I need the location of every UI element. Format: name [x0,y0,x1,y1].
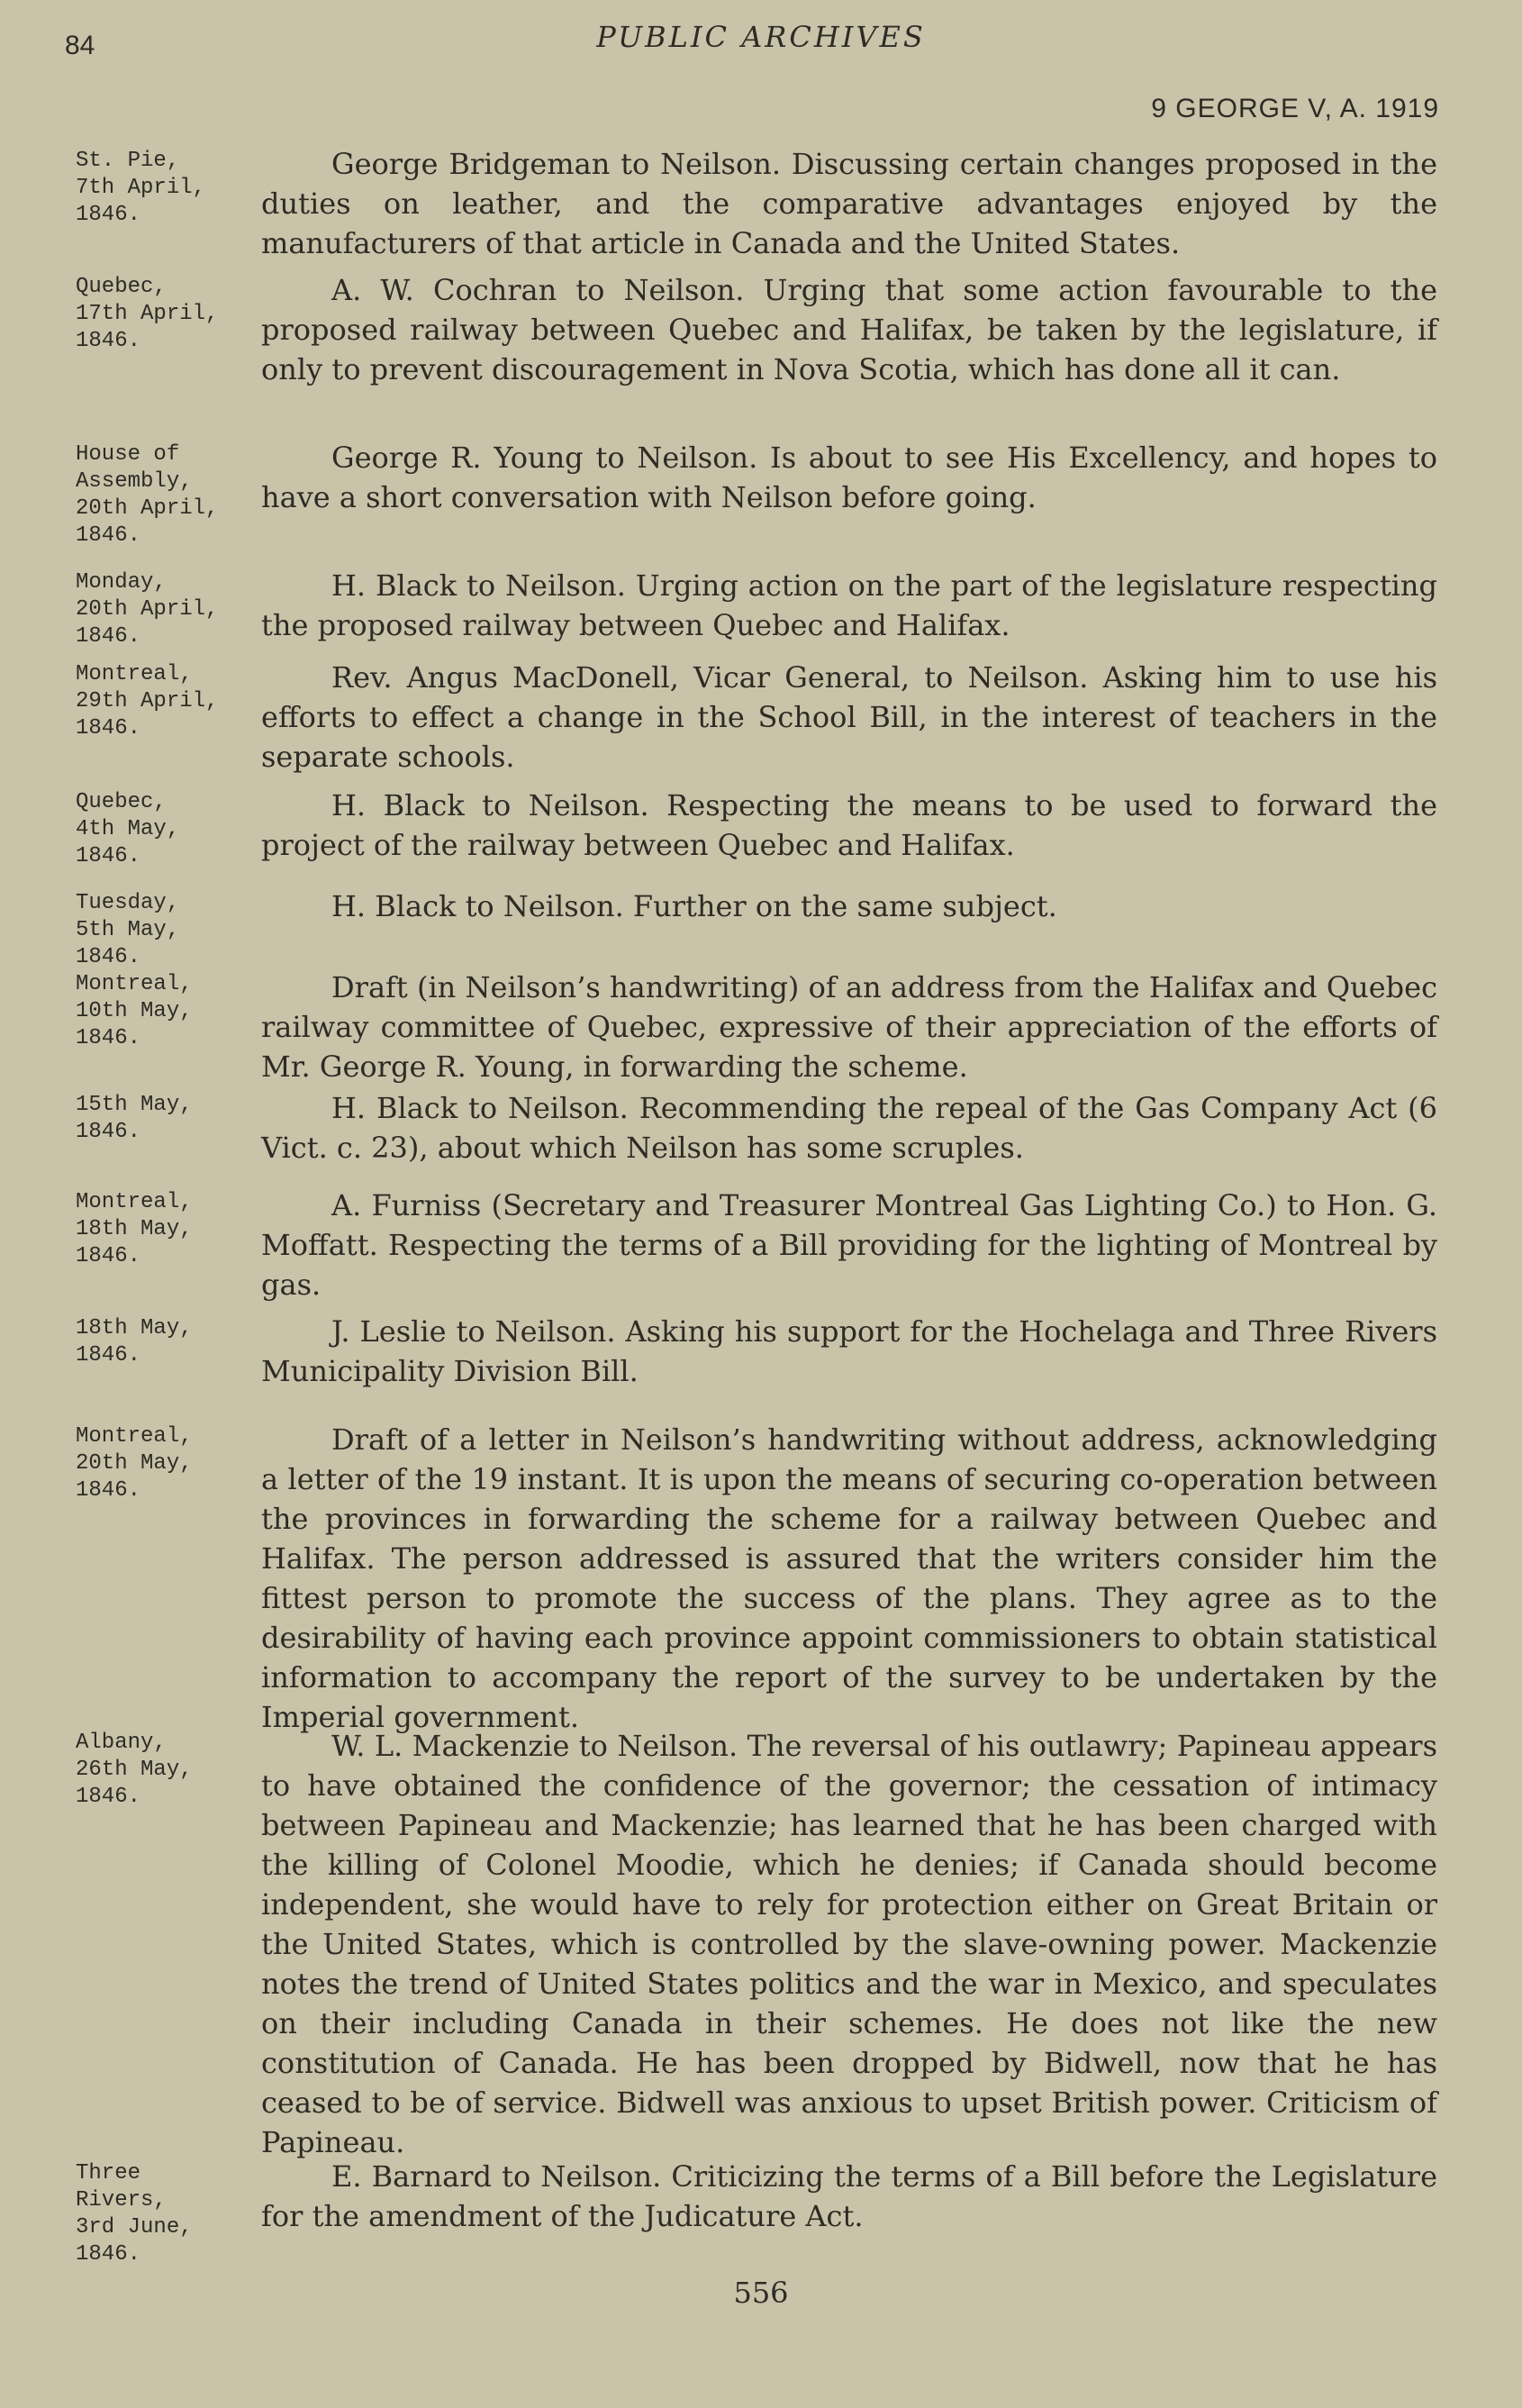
entry-place-date: Quebec, 17th April, 1846. [76,275,219,353]
entry-place-date: 15th May, 1846. [76,1093,193,1144]
entry-summary: George R. Young to Neilson. Is about to see His Excellency, and hopes to have a short conversation with Neilson before going. [261,441,1437,514]
entry-summary: H. Black to Neilson. Recommending the repeal of the Gas Company Act (6 Vict. c. 23), about which Neilson has some scruples. [261,1091,1437,1165]
entry-place-date: Tuesday, 5th May, 1846. [76,891,180,969]
entry-summary: A. Furniss (Secretary and Treasurer Montreal Gas Lighting Co.) to Hon. G. Moffatt. Respecting the terms of a Bill providing for the lighting of Montreal by gas. [261,1188,1437,1302]
entry-summary: Draft of a letter in Neilson’s handwriting without address, acknowledging a letter of the 19 instant. It is upon the means of securing co-operation between the provinces in forwarding the scheme for a railway between Quebec and Halifax. The person addressed is assured that the writers consider him the fittest person to promote the success of the plans. They agree as to the desirability of having each province appoint commissioners to obtain statistical information to accompany the report of the survey to be undertaken by the Imperial government. [261,1422,1437,1734]
entry-place-date: Albany, 26th May, 1846. [76,1731,193,1809]
folio-number: 556 [733,2276,789,2310]
entry-summary: E. Barnard to Neilson. Criticizing the terms of a Bill before the Legislature for the amendment of the Judicature Act. [261,2159,1437,2233]
entry-summary: Draft (in Neilson’s handwriting) of an address from the Halifax and Quebec railway committee of Quebec, expressive of their appreciation of the efforts of Mr. George R. Young, in forwarding the scheme. [261,970,1437,1084]
entry-summary: W. L. Mackenzie to Neilson. The reversal of his outlawry; Papineau appears to have obtained the confidence of the governor; the cessation of intimacy between Papineau and Mackenzie; has learned that he has been charged with the killing of Colonel Moodie, which he denies; if Canada should become independent, she would have to rely for protection either on Great Britain or the United States, which is controlled by the slave-owning power. Mackenzie notes the trend of United States politics and the war in Mexico, and speculates on their including Canada in their schemes. He does not like the new constitution of Canada. He has been dropped by Bidwell, now that he has ceased to be of service. Bidwell was anxious to upset British power. Criticism of Papineau. [261,1729,1437,2159]
session-year: 9 GEORGE V, A. 1919 [1151,94,1439,123]
entry-summary: J. Leslie to Neilson. Asking his support for the Hochelaga and Three Rivers Municipality Division Bill. [261,1314,1437,1388]
running-title: PUBLIC ARCHIVES [596,20,926,54]
entry-place-date: Montreal, 29th April, 1846. [76,662,219,741]
entry-summary: George Bridgeman to Neilson. Discussing certain changes proposed in the duties on leather, and the comparative advantages enjoyed by the manufacturers of that article in Canada and the United States. [261,147,1437,260]
entry-place-date: Montreal, 20th May, 1846. [76,1424,193,1503]
entry-summary: H. Black to Neilson. Respecting the means to be used to forward the project of the railway between Quebec and Halifax. [261,788,1437,862]
entry-place-date: Montreal, 18th May, 1846. [76,1190,193,1268]
page-number: 84 [65,31,95,60]
entry-summary: H. Black to Neilson. Further on the same subject. [331,889,1057,923]
entry-place-date: Monday, 20th April, 1846. [76,570,219,649]
entry-summary: H. Black to Neilson. Urging action on the part of the legislature respecting the proposed railway between Quebec and Halifax. [261,568,1437,642]
entry-place-date: Three Rivers, 3rd June, 1846. [76,2161,193,2267]
entry-place-date: 18th May, 1846. [76,1316,193,1368]
entry-summary: A. W. Cochran to Neilson. Urging that some action favourable to the proposed railway between Quebec and Halifax, be taken by the legislature, if only to prevent discouragement in Nova Scotia, which has done all it can. [261,273,1437,386]
entry-place-date: St. Pie, 7th April, 1846. [76,149,206,227]
entry-place-date: Quebec, 4th May, 1846. [76,790,180,868]
entry-summary: Rev. Angus MacDonell, Vicar General, to Neilson. Asking him to use his efforts to effect a change in the School Bill, in the interest of teachers in the separate schools. [261,660,1437,774]
entry-place-date: Montreal, 10th May, 1846. [76,972,193,1050]
entry-place-date: House of Assembly, 20th April, 1846. [76,442,219,548]
